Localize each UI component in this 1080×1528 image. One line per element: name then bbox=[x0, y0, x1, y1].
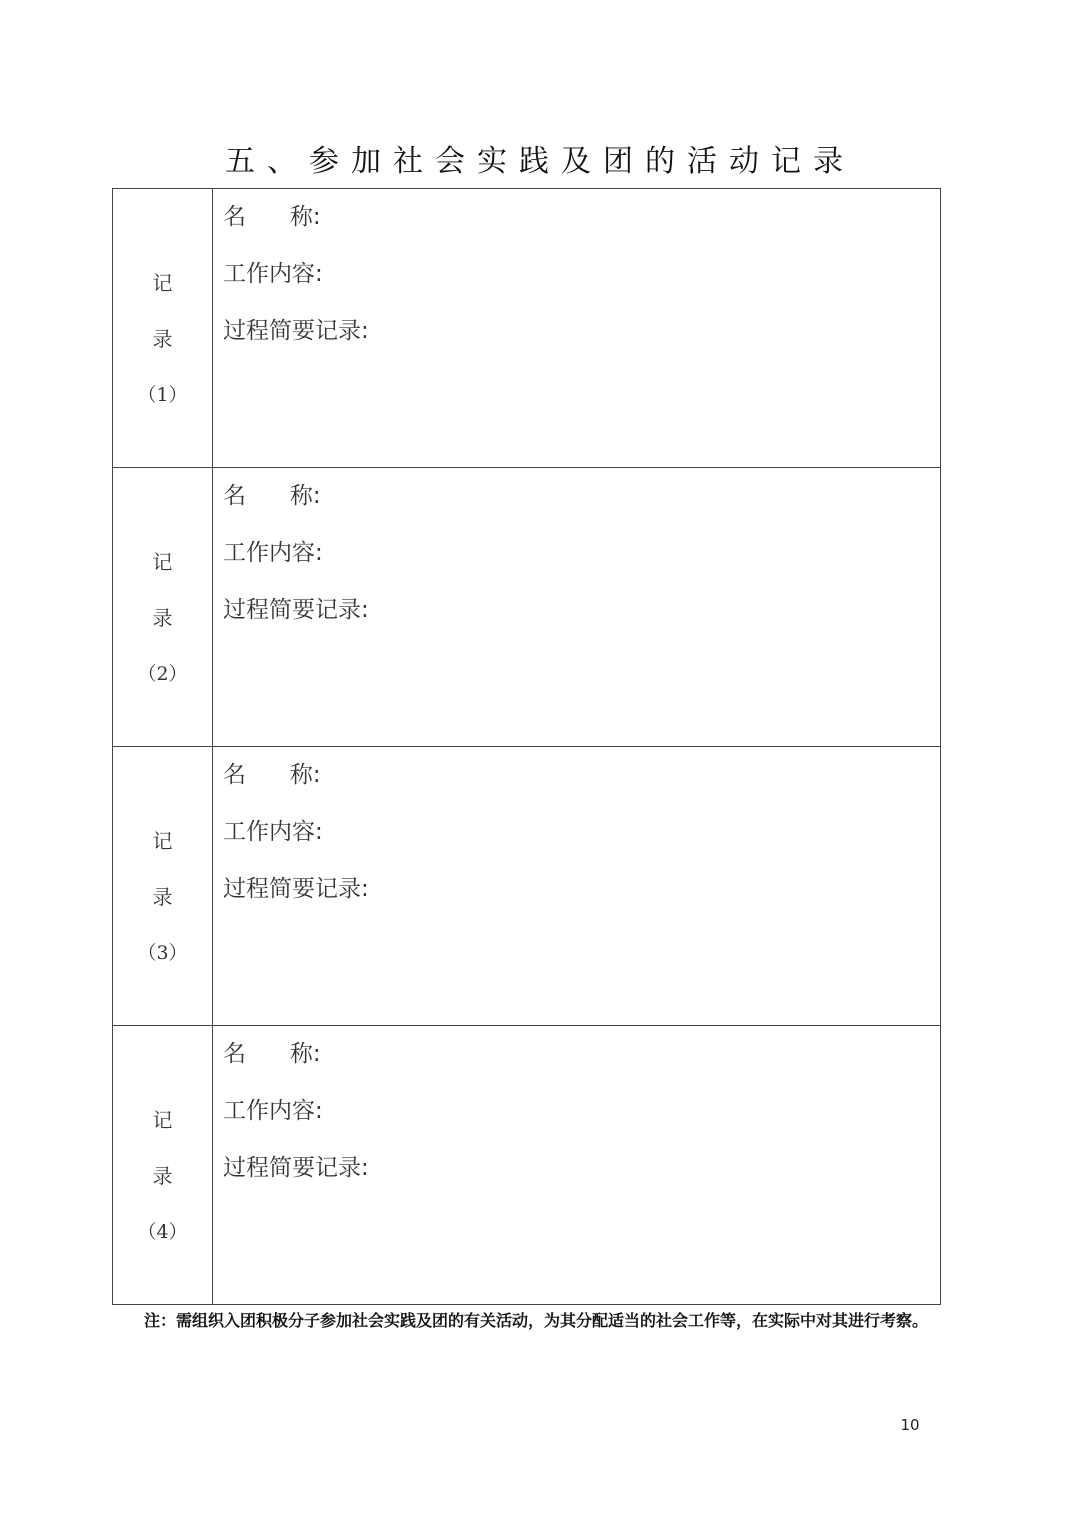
record-label-char: 录 bbox=[152, 885, 173, 909]
name-field-label: 名 称: bbox=[223, 1041, 321, 1067]
record-label-char: 录 bbox=[152, 606, 173, 630]
record-number: （2） bbox=[137, 663, 188, 685]
record-number: （1） bbox=[137, 384, 188, 406]
record-label-char: 记 bbox=[152, 1108, 173, 1132]
record-number: （4） bbox=[137, 1221, 188, 1243]
process-record-field-label: 过程简要记录: bbox=[223, 1155, 369, 1181]
work-content-field-label: 工作内容: bbox=[223, 1098, 323, 1124]
page-number: 10 bbox=[900, 1416, 920, 1434]
record-label-cell bbox=[113, 747, 213, 1026]
record-label-cell bbox=[113, 189, 213, 468]
record-number: （3） bbox=[137, 942, 188, 964]
record-content-cell[interactable] bbox=[213, 189, 941, 468]
process-record-field-label: 过程简要记录: bbox=[223, 318, 369, 344]
record-label-char: 记 bbox=[152, 829, 173, 853]
footnote: 注：需组织入团积极分子参加社会实践及团的有关活动，为其分配适当的社会工作等，在实际中对其进行考察。 bbox=[144, 1311, 929, 1330]
process-record-field-label: 过程简要记录: bbox=[223, 597, 369, 623]
record-label-char: 录 bbox=[152, 327, 173, 351]
record-content-cell[interactable] bbox=[213, 1026, 941, 1305]
record-row bbox=[113, 468, 941, 747]
work-content-field-label: 工作内容: bbox=[223, 540, 323, 566]
work-content-field-label: 工作内容: bbox=[223, 819, 323, 845]
record-label-char: 记 bbox=[152, 550, 173, 574]
record-row bbox=[113, 189, 941, 468]
name-field-label: 名 称: bbox=[223, 204, 321, 230]
record-row bbox=[113, 747, 941, 1026]
record-label-cell bbox=[113, 468, 213, 747]
record-content-cell[interactable] bbox=[213, 468, 941, 747]
record-label-char: 记 bbox=[152, 271, 173, 295]
record-row bbox=[113, 1026, 941, 1305]
record-label-char: 录 bbox=[152, 1164, 173, 1188]
name-field-label: 名 称: bbox=[223, 483, 321, 509]
activity-record-table bbox=[112, 188, 941, 1305]
record-content-cell[interactable] bbox=[213, 747, 941, 1026]
process-record-field-label: 过程简要记录: bbox=[223, 876, 369, 902]
name-field-label: 名 称: bbox=[223, 762, 321, 788]
work-content-field-label: 工作内容: bbox=[223, 261, 323, 287]
record-label-cell bbox=[113, 1026, 213, 1305]
page-title: 五、参加社会实践及团的活动记录 bbox=[225, 144, 855, 179]
